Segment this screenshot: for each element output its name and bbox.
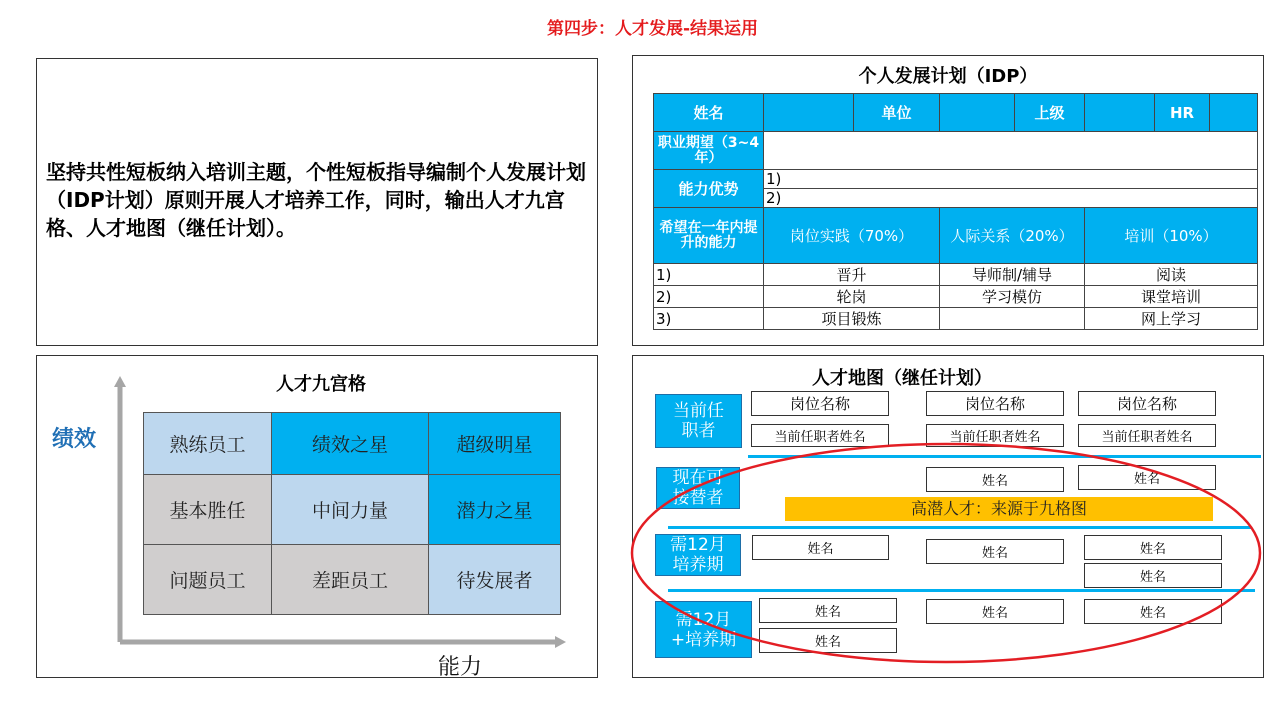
idp-name-header: 姓名	[654, 94, 764, 132]
successor-name-box[interactable]: 姓名	[1084, 563, 1222, 588]
idp-row-training: 阅读	[1085, 264, 1258, 286]
idp-row-practice: 轮岗	[764, 286, 940, 308]
successor-name-box[interactable]: 姓名	[1084, 599, 1222, 624]
months-12-plus-label: 需12月+培养期	[655, 601, 752, 658]
idp-superior-header: 上级	[1015, 94, 1085, 132]
grid-cell: 基本胜任	[144, 475, 272, 545]
successor-name-box[interactable]: 姓名	[752, 535, 889, 560]
position-name-box[interactable]: 岗位名称	[926, 391, 1064, 416]
idp-table	[653, 93, 1258, 330]
idp-row-relation: 导师制/辅导	[940, 264, 1085, 286]
idp-unit-value[interactable]	[940, 94, 1015, 132]
incumbent-name-box[interactable]: 当前任职者姓名	[1078, 424, 1216, 447]
idp-col-training: 培训（10%）	[1085, 208, 1258, 264]
idp-row-training: 课堂培训	[1085, 286, 1258, 308]
grid-cell: 绩效之星	[272, 413, 429, 475]
nine-grid-table	[143, 412, 561, 615]
current-holder-label: 当前任职者	[655, 394, 742, 448]
idp-row-num: 1)	[654, 264, 764, 286]
idp-col-practice: 岗位实践（70%）	[764, 208, 940, 264]
idp-superior-value[interactable]	[1085, 94, 1155, 132]
successor-name-box[interactable]: 姓名	[926, 599, 1064, 624]
incumbent-name-box[interactable]: 当前任职者姓名	[751, 424, 889, 447]
successor-name-box[interactable]: 姓名	[926, 467, 1064, 492]
ready-now-label: 现在可接替者	[656, 467, 740, 509]
highlight-ellipse	[626, 440, 1280, 670]
high-potential-banner: 高潜人才：来源于九格图	[785, 497, 1213, 521]
position-name-box[interactable]: 岗位名称	[751, 391, 889, 416]
successor-name-box[interactable]: 姓名	[926, 539, 1064, 564]
idp-name-value[interactable]	[764, 94, 854, 132]
months-12-label: 需12月培养期	[655, 534, 741, 576]
idp-row-training: 网上学习	[1085, 308, 1258, 330]
idp-career-label: 职业期望（3~4年）	[654, 132, 764, 170]
idp-hr-value[interactable]	[1210, 94, 1258, 132]
idp-strength-item[interactable]: 2)	[764, 189, 1258, 208]
page-title: 第四步：人才发展-结果运用	[546, 19, 759, 39]
y-axis-label: 绩效	[52, 427, 97, 452]
idp-hr-header: HR	[1155, 94, 1210, 132]
grid-cell: 潜力之星	[429, 475, 561, 545]
grid-cell: 中间力量	[272, 475, 429, 545]
idp-col-relation: 人际关系（20%）	[940, 208, 1085, 264]
successor-name-box[interactable]: 姓名	[759, 628, 897, 653]
idp-strength-item[interactable]: 1)	[764, 170, 1258, 189]
talent-map-title: 人才地图（继任计划）	[812, 368, 992, 389]
idp-improve-label: 希望在一年内提升的能力	[654, 208, 764, 264]
successor-name-box[interactable]: 姓名	[1078, 465, 1216, 490]
idp-unit-header: 单位	[854, 94, 940, 132]
idp-career-value[interactable]	[764, 132, 1258, 170]
nine-grid-title: 人才九宫格	[276, 374, 366, 395]
idp-row-relation	[940, 308, 1085, 330]
idp-row-practice: 项目锻炼	[764, 308, 940, 330]
grid-cell: 熟练员工	[144, 413, 272, 475]
grid-cell: 问题员工	[144, 545, 272, 615]
summary-text: 坚持共性短板纳入培训主题，个性短板指导编制个人发展计划（IDP计划）原则开展人才培养工作，同时，输出人才九宫格、人才地图（继任计划）。	[46, 160, 586, 240]
idp-row-num: 3)	[654, 308, 764, 330]
idp-row-relation: 学习模仿	[940, 286, 1085, 308]
idp-title: 个人发展计划（IDP）	[858, 66, 1038, 87]
x-axis-label: 能力	[438, 655, 483, 680]
incumbent-name-box[interactable]: 当前任职者姓名	[926, 424, 1064, 447]
grid-cell: 超级明星	[429, 413, 561, 475]
position-name-box[interactable]: 岗位名称	[1078, 391, 1216, 416]
grid-cell: 差距员工	[272, 545, 429, 615]
idp-strength-label: 能力优势	[654, 170, 764, 208]
idp-row-num: 2)	[654, 286, 764, 308]
idp-row-practice: 晋升	[764, 264, 940, 286]
grid-cell: 待发展者	[429, 545, 561, 615]
successor-name-box[interactable]: 姓名	[759, 598, 897, 623]
successor-name-box[interactable]: 姓名	[1084, 535, 1222, 560]
